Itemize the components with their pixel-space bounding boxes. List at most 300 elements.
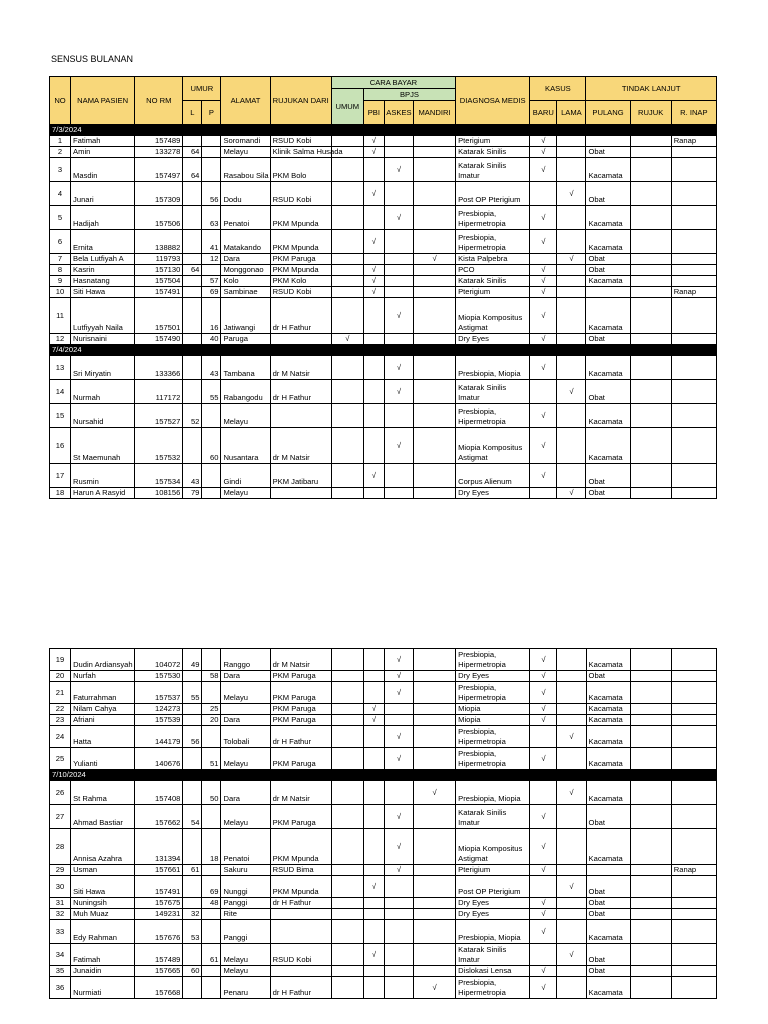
header-p: P — [202, 101, 221, 125]
pay-umum-cell — [331, 464, 363, 488]
pay-mandiri-cell — [413, 298, 455, 334]
pay-mandiri-cell — [414, 898, 456, 909]
no-cell: 35 — [50, 966, 71, 977]
pay-askes-cell — [384, 182, 413, 206]
no-cell: 32 — [50, 909, 71, 920]
pay-umum-cell — [331, 781, 363, 805]
referral-cell: PKM Mpunda — [270, 876, 331, 898]
no-cell: 14 — [50, 380, 71, 404]
date-label: 7/3/2024 — [50, 125, 717, 136]
diagnosis-cell: Katarak Sinilis — [456, 276, 530, 287]
no-cell: 34 — [50, 944, 71, 966]
followup-rujuk-cell — [630, 182, 671, 206]
pay-pbi-cell: √ — [363, 230, 384, 254]
record-number-cell: 157497 — [135, 158, 183, 182]
case-new-cell — [530, 781, 557, 805]
followup-rujuk-cell — [630, 805, 671, 829]
followup-rinap-cell — [671, 428, 716, 464]
diagnosis-cell: Kista Palpebra — [456, 254, 530, 265]
table-row — [50, 805, 717, 829]
record-number-cell: 157661 — [135, 865, 183, 876]
followup-rujuk-cell — [630, 287, 671, 298]
pay-askes-cell: √ — [384, 158, 413, 182]
followup-rinap-cell — [671, 704, 716, 715]
record-number-cell: 157489 — [135, 944, 183, 966]
diagnosis-cell: Miopia Kompositus Astigmat — [456, 298, 530, 334]
pay-askes-cell: √ — [384, 356, 413, 380]
referral-cell: RSUD Kobi — [270, 136, 331, 147]
followup-pulang-cell — [586, 287, 630, 298]
pay-umum-cell — [331, 276, 363, 287]
case-new-cell: √ — [530, 158, 557, 182]
age-female-cell: 69 — [202, 876, 221, 898]
followup-pulang-cell: Obat — [586, 265, 630, 276]
referral-cell: PKM Paruga — [270, 671, 331, 682]
address-cell: Tambana — [221, 356, 270, 380]
pay-umum-cell — [331, 682, 363, 704]
followup-rinap-cell — [671, 781, 716, 805]
record-number-cell: 104072 — [135, 649, 183, 671]
pay-pbi-cell — [363, 334, 384, 345]
case-old-cell: √ — [557, 380, 586, 404]
no-cell: 6 — [50, 230, 71, 254]
followup-pulang-cell: Obat — [586, 182, 630, 206]
age-male-cell — [183, 136, 202, 147]
followup-rujuk-cell — [630, 254, 671, 265]
age-male-cell: 49 — [183, 649, 202, 671]
pay-umum-cell — [331, 287, 363, 298]
pay-mandiri-cell — [413, 334, 455, 345]
referral-cell: RSUD Kobi — [270, 182, 331, 206]
age-male-cell — [183, 298, 202, 334]
pay-askes-cell — [384, 488, 413, 499]
age-male-cell: 43 — [183, 464, 202, 488]
pay-umum-cell — [331, 748, 363, 770]
followup-rinap-cell — [671, 829, 716, 865]
followup-pulang-cell: Kacamata — [586, 298, 630, 334]
pay-pbi-cell: √ — [363, 464, 384, 488]
record-number-cell: 157527 — [135, 404, 183, 428]
age-male-cell: 56 — [183, 726, 202, 748]
age-male-cell — [183, 334, 202, 345]
patient-name-cell: Masdin — [71, 158, 135, 182]
address-cell: Sakuru — [221, 865, 270, 876]
pay-pbi-cell — [363, 920, 384, 944]
pay-pbi-cell: √ — [363, 876, 384, 898]
pay-mandiri-cell — [414, 920, 456, 944]
patient-name-cell: Rusmin — [71, 464, 135, 488]
age-female-cell — [202, 805, 221, 829]
diagnosis-cell: Dry Eyes — [456, 898, 530, 909]
followup-rujuk-cell — [630, 781, 671, 805]
diagnosis-cell: Presbiopia, Hipermetropia — [456, 748, 530, 770]
pay-mandiri-cell — [413, 206, 455, 230]
diagnosis-cell: Miopia — [456, 704, 530, 715]
age-male-cell — [183, 671, 202, 682]
table-row — [50, 136, 717, 147]
case-old-cell: √ — [557, 182, 586, 206]
case-new-cell: √ — [530, 865, 557, 876]
census-table-1 — [49, 76, 717, 499]
pay-pbi-cell — [363, 404, 384, 428]
record-number-cell: 157668 — [135, 977, 183, 999]
followup-rinap-cell — [671, 464, 716, 488]
referral-cell: dr H Fathur — [270, 977, 331, 999]
patient-name-cell: Ernita — [71, 230, 135, 254]
age-female-cell: 57 — [202, 276, 221, 287]
age-male-cell: 52 — [183, 404, 202, 428]
age-female-cell: 63 — [202, 206, 221, 230]
patient-name-cell: Usman — [71, 865, 135, 876]
table-row — [50, 147, 717, 158]
followup-rujuk-cell — [630, 147, 671, 158]
patient-name-cell: Ahmad Bastiar — [71, 805, 135, 829]
header-no: NO — [50, 77, 71, 125]
followup-pulang-cell: Kacamata — [586, 682, 630, 704]
case-old-cell — [557, 287, 586, 298]
record-number-cell: 157675 — [135, 898, 183, 909]
case-new-cell: √ — [530, 276, 557, 287]
case-new-cell — [530, 876, 557, 898]
patient-name-cell: Faturrahman — [71, 682, 135, 704]
pay-umum-cell — [331, 488, 363, 499]
pay-mandiri-cell — [414, 865, 456, 876]
record-number-cell: 144179 — [135, 726, 183, 748]
patient-name-cell: Dudin Ardiansyah — [71, 649, 135, 671]
address-cell: Melayu — [221, 404, 270, 428]
referral-cell: PKM Mpunda — [270, 206, 331, 230]
pay-mandiri-cell — [413, 276, 455, 287]
diagnosis-cell: Pterigium — [456, 136, 530, 147]
pay-pbi-cell — [363, 206, 384, 230]
no-cell: 11 — [50, 298, 71, 334]
record-number-cell: 157506 — [135, 206, 183, 230]
followup-pulang-cell: Obat — [586, 671, 630, 682]
followup-rujuk-cell — [630, 230, 671, 254]
patient-name-cell: Harun A Rasyid — [71, 488, 135, 499]
case-old-cell — [557, 428, 586, 464]
pay-umum-cell — [331, 671, 363, 682]
table-row — [50, 944, 717, 966]
patient-name-cell: Nurmah — [71, 380, 135, 404]
address-cell: Soromandi — [221, 136, 270, 147]
referral-cell: dr H Fathur — [270, 380, 331, 404]
pay-umum-cell — [331, 265, 363, 276]
age-male-cell — [183, 428, 202, 464]
referral-cell — [270, 909, 331, 920]
pay-mandiri-cell — [414, 748, 456, 770]
table-row — [50, 265, 717, 276]
followup-pulang-cell: Kacamata — [586, 781, 630, 805]
pay-pbi-cell — [363, 254, 384, 265]
followup-rinap-cell — [671, 158, 716, 182]
followup-pulang-cell: Obat — [586, 147, 630, 158]
pay-mandiri-cell — [414, 649, 456, 671]
pay-pbi-cell: √ — [363, 265, 384, 276]
record-number-cell: 157530 — [135, 671, 183, 682]
table-row — [50, 287, 717, 298]
patient-name-cell: Annisa Azahra — [71, 829, 135, 865]
followup-rujuk-cell — [630, 158, 671, 182]
table-row — [50, 682, 717, 704]
diagnosis-cell: Miopia — [456, 715, 530, 726]
referral-cell: PKM Jatibaru — [270, 464, 331, 488]
header-cara-bayar: CARA BAYAR — [331, 77, 455, 89]
case-old-cell — [557, 704, 586, 715]
record-number-cell: 157532 — [135, 428, 183, 464]
age-female-cell: 56 — [202, 182, 221, 206]
age-female-cell: 48 — [202, 898, 221, 909]
address-cell: Dara — [221, 671, 270, 682]
header-rujuk: RUJUK — [630, 101, 671, 125]
age-male-cell — [183, 380, 202, 404]
diagnosis-cell: Presbiopia, Miopia — [456, 781, 530, 805]
patient-name-cell: Afriani — [71, 715, 135, 726]
age-female-cell: 58 — [202, 671, 221, 682]
followup-rujuk-cell — [630, 356, 671, 380]
address-cell: Penaru — [221, 977, 270, 999]
followup-pulang-cell: Kacamata — [586, 748, 630, 770]
record-number-cell: 157491 — [135, 287, 183, 298]
diagnosis-cell: Presbiopia, Hipermetropia — [456, 230, 530, 254]
diagnosis-cell: Dry Eyes — [456, 334, 530, 345]
no-cell: 21 — [50, 682, 71, 704]
followup-rinap-cell — [671, 334, 716, 345]
case-new-cell: √ — [530, 206, 557, 230]
diagnosis-cell: Presbiopia, Hipermetropia — [456, 649, 530, 671]
case-old-cell — [557, 649, 586, 671]
referral-cell: PKM Mpunda — [270, 230, 331, 254]
case-new-cell — [530, 380, 557, 404]
header-nama-pasien: NAMA PASIEN — [71, 77, 135, 125]
pay-mandiri-cell — [414, 704, 456, 715]
header-no-rm: NO RM — [135, 77, 183, 125]
pay-umum-cell — [331, 715, 363, 726]
case-new-cell: √ — [530, 464, 557, 488]
pay-pbi-cell — [363, 898, 384, 909]
record-number-cell: 157537 — [135, 682, 183, 704]
record-number-cell: 157489 — [135, 136, 183, 147]
followup-rujuk-cell — [630, 334, 671, 345]
pay-mandiri-cell — [413, 464, 455, 488]
followup-pulang-cell: Obat — [586, 334, 630, 345]
pay-pbi-cell — [363, 781, 384, 805]
followup-rinap-cell — [671, 682, 716, 704]
case-new-cell: √ — [530, 404, 557, 428]
followup-rinap-cell — [671, 182, 716, 206]
no-cell: 31 — [50, 898, 71, 909]
table-row — [50, 966, 717, 977]
diagnosis-cell: Dislokasi Lensa — [456, 966, 530, 977]
pay-pbi-cell: √ — [363, 276, 384, 287]
header-bpjs: BPJS — [363, 89, 455, 101]
case-old-cell — [557, 805, 586, 829]
no-cell: 23 — [50, 715, 71, 726]
age-female-cell — [202, 966, 221, 977]
patient-name-cell: Siti Hawa — [71, 287, 135, 298]
record-number-cell: 157534 — [135, 464, 183, 488]
pay-pbi-cell — [363, 356, 384, 380]
followup-rinap-cell — [671, 876, 716, 898]
pay-umum-cell — [331, 356, 363, 380]
pay-askes-cell: √ — [384, 829, 413, 865]
no-cell: 1 — [50, 136, 71, 147]
table-row — [50, 254, 717, 265]
followup-pulang-cell: Obat — [586, 380, 630, 404]
referral-cell: PKM Paruga — [270, 715, 331, 726]
age-male-cell — [183, 876, 202, 898]
address-cell: Kolo — [221, 276, 270, 287]
diagnosis-cell: Presbiopia, Hipermetropia — [456, 977, 530, 999]
address-cell: Rabangodu — [221, 380, 270, 404]
age-male-cell — [183, 898, 202, 909]
pay-pbi-cell — [363, 380, 384, 404]
pay-mandiri-cell — [413, 230, 455, 254]
age-female-cell — [202, 909, 221, 920]
followup-rinap-cell: Ranap — [671, 136, 716, 147]
pay-mandiri-cell — [413, 158, 455, 182]
followup-rinap-cell — [671, 748, 716, 770]
address-cell: Panggi — [221, 920, 270, 944]
followup-rujuk-cell — [630, 428, 671, 464]
age-female-cell — [202, 726, 221, 748]
pay-mandiri-cell — [413, 182, 455, 206]
age-female-cell: 12 — [202, 254, 221, 265]
diagnosis-cell: Post OP Pterigium — [456, 182, 530, 206]
diagnosis-cell: PCO — [456, 265, 530, 276]
case-new-cell: √ — [530, 649, 557, 671]
pay-mandiri-cell — [413, 404, 455, 428]
patient-name-cell: Lutfiyyah Naila — [71, 298, 135, 334]
diagnosis-cell: Miopia Kompositus Astigmat — [456, 428, 530, 464]
case-new-cell — [530, 944, 557, 966]
age-male-cell: 64 — [183, 265, 202, 276]
diagnosis-cell: Dry Eyes — [456, 488, 530, 499]
referral-cell: RSUD Kobi — [270, 944, 331, 966]
followup-rujuk-cell — [630, 136, 671, 147]
diagnosis-cell: Post OP Pterigium — [456, 876, 530, 898]
no-cell: 33 — [50, 920, 71, 944]
age-male-cell: 64 — [183, 158, 202, 182]
diagnosis-cell: Katarak Sinilis Imatur — [456, 158, 530, 182]
age-male-cell — [183, 944, 202, 966]
pay-pbi-cell — [363, 805, 384, 829]
pay-umum-cell — [331, 230, 363, 254]
pay-pbi-cell — [363, 649, 384, 671]
no-cell: 27 — [50, 805, 71, 829]
followup-rujuk-cell — [630, 649, 671, 671]
case-new-cell: √ — [530, 136, 557, 147]
address-cell: Penatoi — [221, 829, 270, 865]
patient-name-cell: Hadijah — [71, 206, 135, 230]
case-old-cell — [557, 671, 586, 682]
followup-rinap-cell — [671, 920, 716, 944]
referral-cell: PKM Mpunda — [270, 265, 331, 276]
table-1-body — [50, 125, 717, 499]
case-old-cell — [557, 977, 586, 999]
record-number-cell: 157665 — [135, 966, 183, 977]
age-female-cell: 50 — [202, 781, 221, 805]
diagnosis-cell: Presbiopia, Hipermetropia — [456, 404, 530, 428]
pay-pbi-cell — [363, 428, 384, 464]
pay-askes-cell — [384, 909, 413, 920]
age-female-cell: 16 — [202, 298, 221, 334]
followup-pulang-cell: Kacamata — [586, 649, 630, 671]
followup-rujuk-cell — [630, 671, 671, 682]
age-female-cell: 18 — [202, 829, 221, 865]
case-new-cell: √ — [530, 909, 557, 920]
followup-rinap-cell — [671, 276, 716, 287]
header-l: L — [183, 101, 202, 125]
pay-mandiri-cell — [414, 876, 456, 898]
record-number-cell: 133278 — [135, 147, 183, 158]
address-cell: Melayu — [221, 488, 270, 499]
pay-mandiri-cell — [414, 944, 456, 966]
case-old-cell — [557, 298, 586, 334]
followup-rujuk-cell — [630, 265, 671, 276]
pay-umum-cell: √ — [331, 334, 363, 345]
case-new-cell: √ — [530, 977, 557, 999]
patient-name-cell: Fatimah — [71, 944, 135, 966]
pay-askes-cell: √ — [384, 649, 413, 671]
header-mandiri: MANDIRI — [413, 101, 455, 125]
pay-pbi-cell — [363, 671, 384, 682]
address-cell: Melayu — [221, 805, 270, 829]
pay-askes-cell — [384, 334, 413, 345]
no-cell: 17 — [50, 464, 71, 488]
followup-rinap-cell: Ranap — [671, 865, 716, 876]
header-pulang: PULANG — [586, 101, 630, 125]
diagnosis-cell: Presbiopia, Miopia — [456, 920, 530, 944]
pay-mandiri-cell — [413, 265, 455, 276]
age-male-cell — [183, 829, 202, 865]
header-alamat: ALAMAT — [221, 77, 270, 125]
no-cell: 3 — [50, 158, 71, 182]
case-old-cell — [557, 334, 586, 345]
pay-pbi-cell — [363, 748, 384, 770]
patient-name-cell: Kasrin — [71, 265, 135, 276]
diagnosis-cell: Pterigium — [456, 287, 530, 298]
address-cell: Melayu — [221, 748, 270, 770]
address-cell: Melayu — [221, 147, 270, 158]
age-female-cell: 20 — [202, 715, 221, 726]
followup-pulang-cell: Obat — [586, 805, 630, 829]
record-number-cell: 124273 — [135, 704, 183, 715]
address-cell: Sambinae — [221, 287, 270, 298]
address-cell: Matakando — [221, 230, 270, 254]
table-row — [50, 206, 717, 230]
age-male-cell — [183, 356, 202, 380]
table-row — [50, 334, 717, 345]
age-male-cell: 53 — [183, 920, 202, 944]
case-old-cell — [557, 356, 586, 380]
pay-askes-cell — [384, 966, 413, 977]
followup-rinap-cell — [671, 404, 716, 428]
case-new-cell: √ — [530, 298, 557, 334]
referral-cell: PKM Paruga — [270, 254, 331, 265]
record-number-cell: 157130 — [135, 265, 183, 276]
age-female-cell — [202, 649, 221, 671]
diagnosis-cell: Presbiopia, Hipermetropia — [456, 726, 530, 748]
pay-mandiri-cell — [413, 380, 455, 404]
pay-pbi-cell — [363, 865, 384, 876]
address-cell — [221, 704, 270, 715]
pay-pbi-cell: √ — [363, 704, 384, 715]
case-old-cell — [557, 682, 586, 704]
case-old-cell — [557, 715, 586, 726]
referral-cell: dr M Natsir — [270, 649, 331, 671]
followup-rinap-cell — [671, 977, 716, 999]
